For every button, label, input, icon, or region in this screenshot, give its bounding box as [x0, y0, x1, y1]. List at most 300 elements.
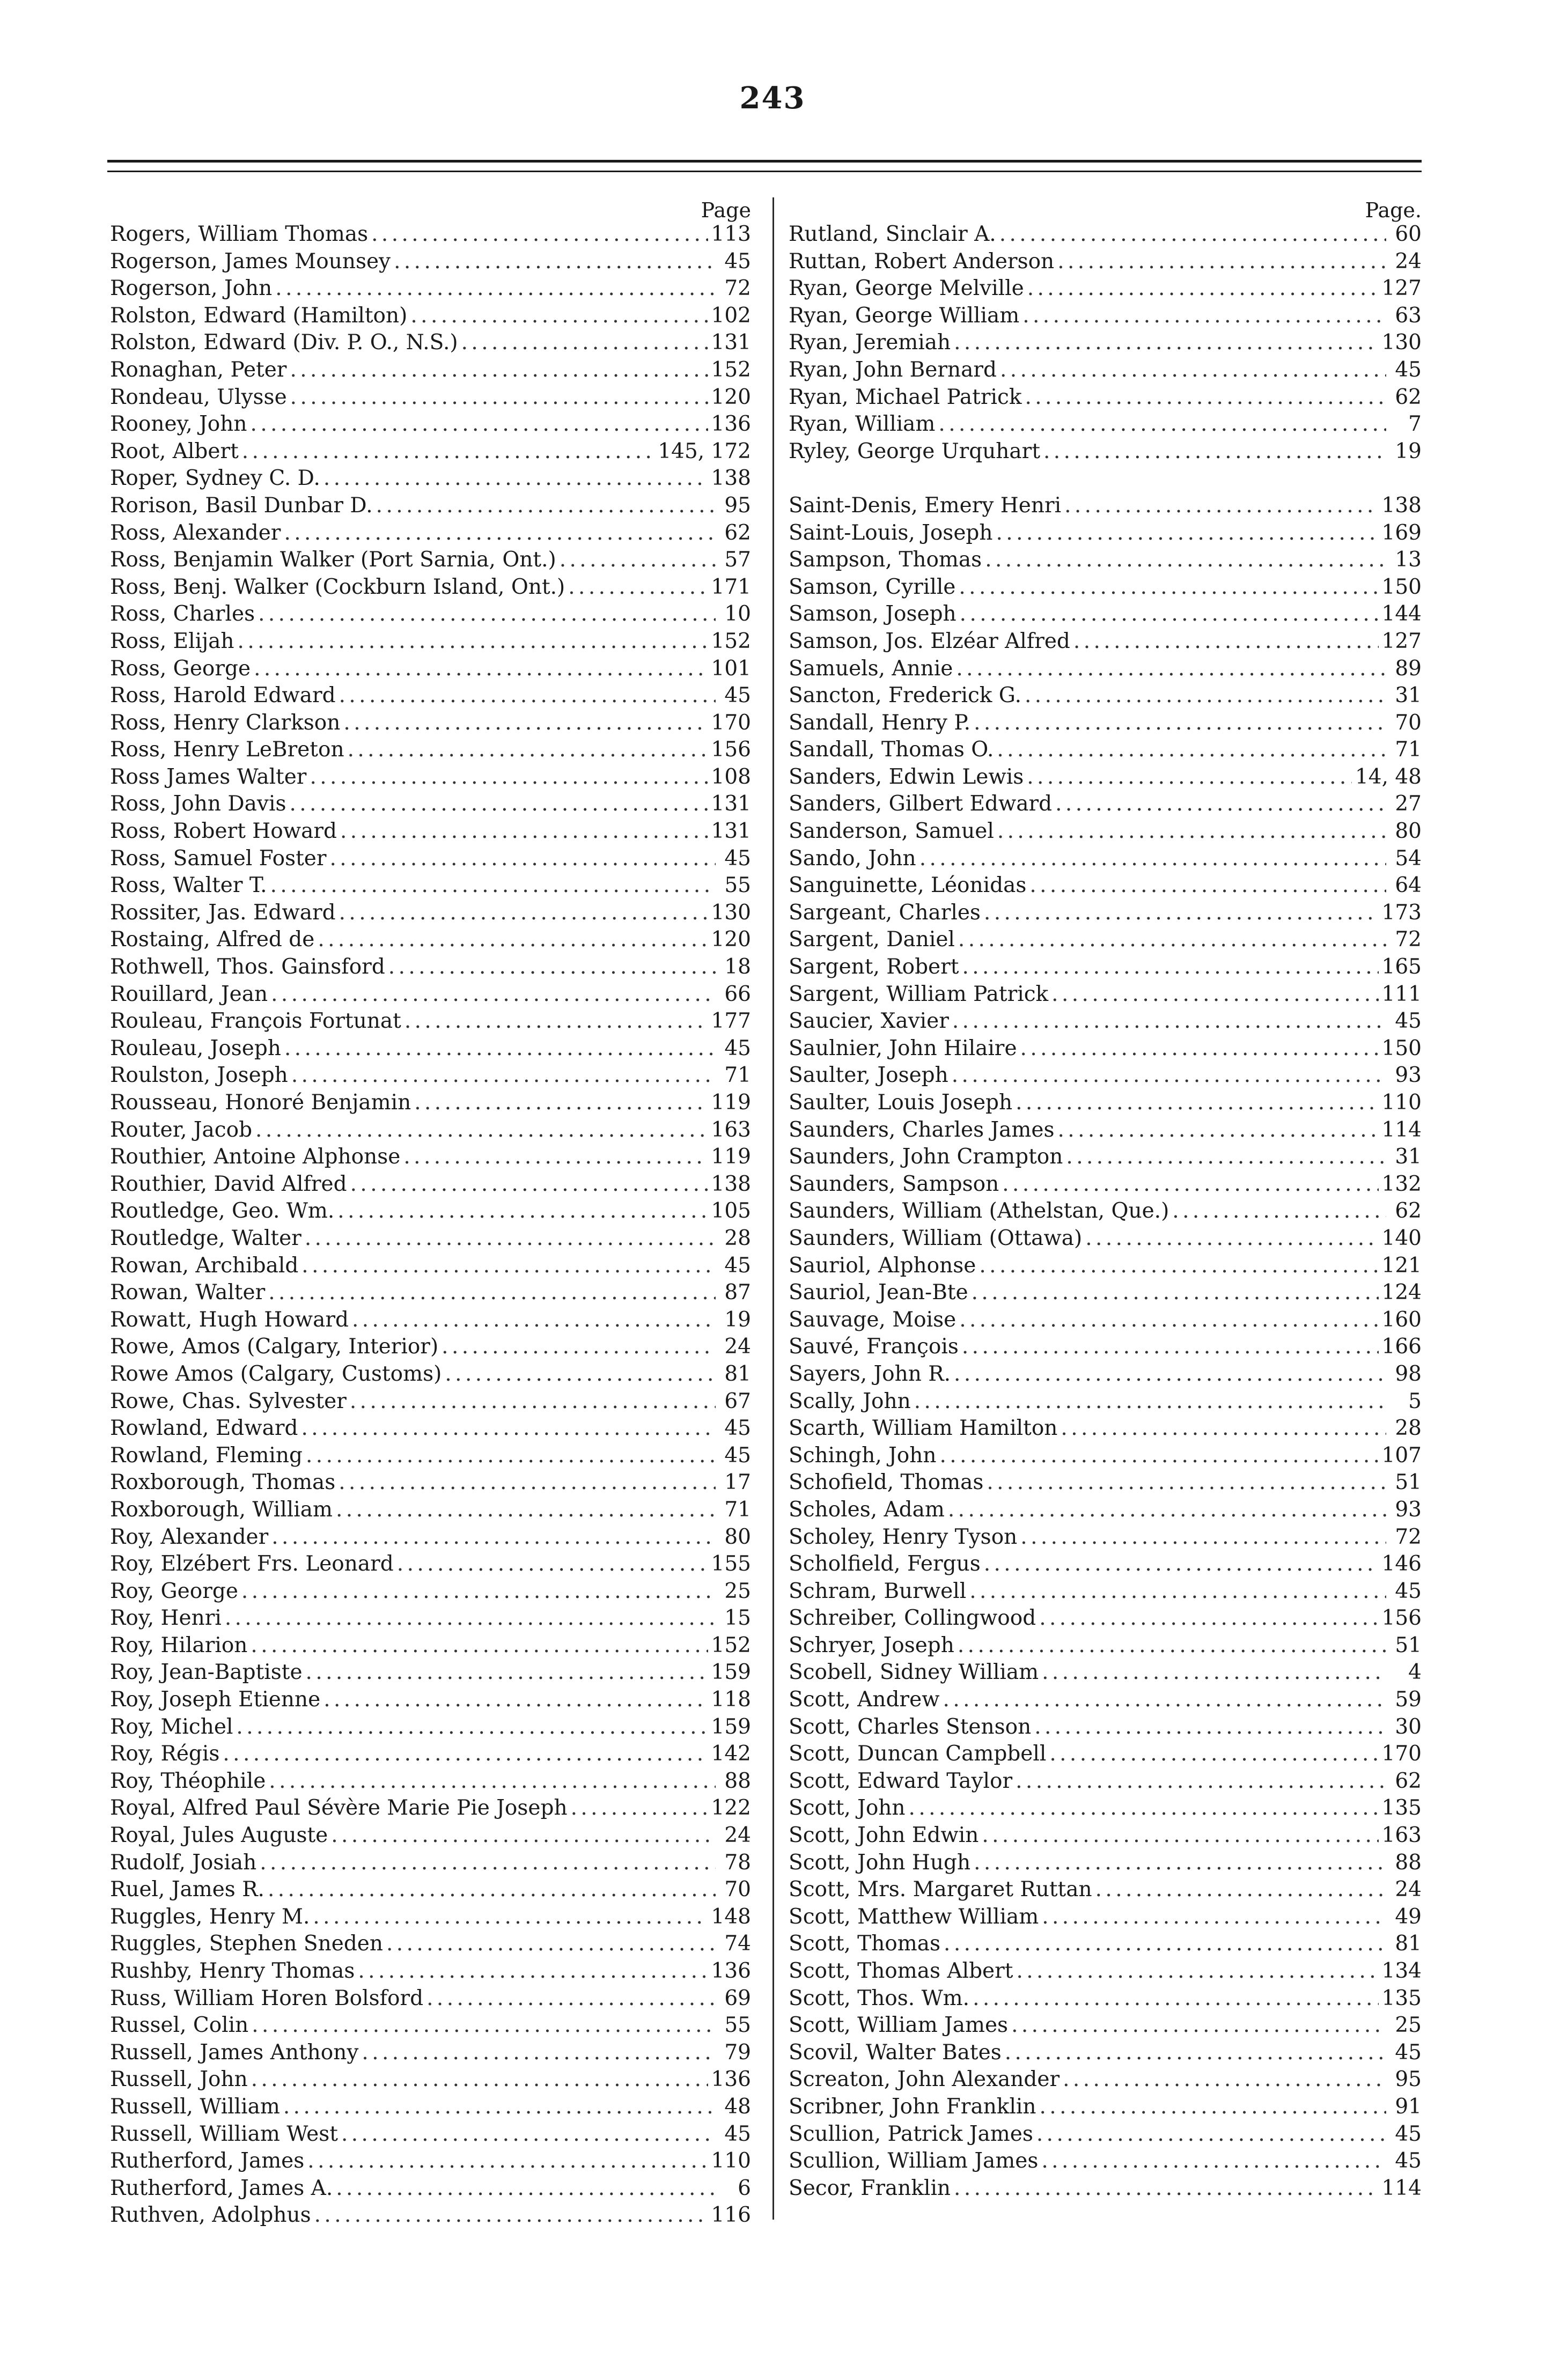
entry-name: Ross, Henry Clarkson [110, 710, 341, 735]
right-column [789, 200, 1422, 2202]
index-entry [789, 1307, 1422, 1334]
entry-name: Rowe, Amos (Calgary, Interior) [110, 1335, 439, 1359]
entry-name: Rothwell, Thos. Gainsford [110, 955, 385, 979]
dot-leader [394, 248, 716, 276]
entry-name: Scovil, Walter Bates [789, 2040, 1002, 2065]
index-entry [789, 1686, 1422, 1714]
entry-page: 148 [711, 1904, 751, 1929]
entry-page: 19 [1395, 439, 1422, 463]
entry-page: 79 [724, 2040, 751, 2065]
dot-leader [1057, 1117, 1378, 1144]
dot-leader [1020, 1035, 1379, 1063]
dot-leader [1000, 357, 1386, 384]
entry-page: 171 [711, 574, 751, 599]
entry-name: Scott, Matthew William [789, 1904, 1039, 1929]
entry-page: 14, 48 [1355, 764, 1422, 789]
dot-leader [307, 2148, 708, 2175]
entry-page: 136 [711, 2067, 751, 2092]
index-entry [110, 357, 751, 384]
entry-page: 98 [1395, 1361, 1422, 1386]
entry-page: 28 [724, 1226, 751, 1250]
entry-name: Scott, John [789, 1796, 906, 1821]
dot-leader [225, 1605, 716, 1632]
entry-page: 152 [711, 629, 751, 653]
entry-page: 45 [1395, 1009, 1422, 1034]
dot-leader [1005, 2039, 1386, 2067]
dot-leader [958, 926, 1386, 954]
entry-page: 60 [1395, 222, 1422, 246]
entry-page: 17 [724, 1470, 751, 1495]
entry-name: Ryan, Jeremiah [789, 330, 951, 355]
entry-name: Ross, Harold Edward [110, 683, 336, 708]
entry-page: 127 [1381, 629, 1422, 653]
index-entry [789, 1035, 1422, 1063]
entry-page: 138 [711, 1171, 751, 1196]
index-entry [110, 547, 751, 574]
entry-name: Ross, Alexander [110, 520, 281, 545]
index-entry [110, 1795, 751, 1822]
entry-name: Rondeau, Ulysse [110, 385, 287, 409]
index-entry [110, 845, 751, 873]
entry-page: 130 [711, 900, 751, 925]
entry-name: Ruggles, Henry M. [110, 1904, 310, 1929]
dot-leader [386, 1930, 716, 1958]
index-entry [789, 275, 1422, 303]
dot-leader [271, 981, 716, 1008]
dot-leader [1036, 2121, 1386, 2148]
entry-page: 45 [724, 683, 751, 708]
entry-name: Roy, Jean-Baptiste [110, 1660, 303, 1685]
entry-page: 101 [711, 656, 751, 681]
dot-leader [954, 1361, 1386, 1388]
entry-page: 160 [1381, 1307, 1422, 1332]
index-entry [110, 1252, 751, 1280]
dot-leader [1027, 275, 1379, 303]
entry-name: Ryan, George Melville [789, 276, 1024, 301]
dot-leader [982, 1822, 1378, 1850]
index-entry [789, 1714, 1422, 1741]
entry-name: Scott, Duncan Campbell [789, 1742, 1047, 1766]
entry-name: Rogerson, James Mounsey [110, 249, 391, 274]
entry-page: 170 [1381, 1742, 1422, 1766]
index-entry [789, 845, 1422, 873]
dot-leader [291, 1062, 716, 1089]
entry-page: 63 [1395, 303, 1422, 328]
dot-leader [962, 954, 1378, 981]
entry-page: 88 [724, 1769, 751, 1793]
index-entry [110, 1388, 751, 1416]
dot-leader [969, 1578, 1386, 1605]
dot-leader [1025, 384, 1386, 411]
entry-name: Rouillard, Jean [110, 982, 268, 1006]
dot-leader [1040, 2094, 1386, 2121]
entry-page: 163 [1381, 1823, 1422, 1848]
dot-leader [962, 1333, 1379, 1361]
entry-name: Ruggles, Stephen Sneden [110, 1932, 383, 1956]
entry-name: Saulnier, John Hilaire [789, 1036, 1017, 1060]
index-entry [789, 1850, 1422, 1877]
index-entry [110, 981, 751, 1008]
entry-page: 110 [1381, 1090, 1422, 1115]
dot-leader [1172, 1198, 1386, 1225]
entry-page: 81 [724, 1361, 751, 1386]
entry-page: 132 [1381, 1171, 1422, 1196]
entry-name: Rossiter, Jas. Edward [110, 900, 336, 925]
dot-leader [1095, 1876, 1386, 1904]
index-entry [110, 1442, 751, 1470]
index-entry [110, 1524, 751, 1551]
index-entry [110, 1876, 751, 1904]
index-entry [110, 1686, 751, 1714]
index-entry [110, 1035, 751, 1063]
entry-name: Scholes, Adam [789, 1497, 945, 1522]
index-entry [110, 900, 751, 927]
dot-leader [959, 574, 1378, 601]
index-entry [789, 601, 1422, 628]
index-entry [789, 926, 1422, 954]
dot-leader [1043, 438, 1386, 466]
entry-name: Rolston, Edward (Div. P. O., N.S.) [110, 330, 458, 355]
entry-page: 69 [724, 1986, 751, 2010]
index-entry [789, 628, 1422, 655]
index-entry [110, 303, 751, 330]
entry-name: Router, Jacob [110, 1117, 253, 1142]
dot-leader [358, 1958, 708, 1985]
index-entry [110, 710, 751, 737]
index-entry [110, 736, 751, 764]
entry-name: Ross, Walter T. [110, 873, 267, 898]
dot-leader [1029, 872, 1386, 900]
index-entry [110, 818, 751, 845]
entry-name: Sanders, Gilbert Edward [789, 792, 1053, 816]
entry-name: Schryer, Joseph [789, 1633, 954, 1657]
entry-page: 138 [1381, 493, 1422, 518]
entry-page: 62 [1395, 385, 1422, 409]
entry-page: 45 [1395, 2149, 1422, 2173]
entry-page: 72 [724, 276, 751, 301]
dot-leader [252, 2012, 716, 2039]
dot-leader [290, 384, 708, 411]
entry-name: Samson, Jos. Elzéar Alfred [789, 629, 1070, 653]
index-entry [110, 1062, 751, 1089]
entry-name: Ruthven, Adolphus [110, 2203, 311, 2228]
entry-page: 93 [1395, 1497, 1422, 1522]
dot-leader [258, 601, 716, 628]
entry-name: Sanguinette, Léonidas [789, 873, 1027, 898]
dot-leader [1041, 2148, 1386, 2175]
entry-page: 140 [1381, 1226, 1422, 1250]
entry-page: 45 [724, 249, 751, 274]
entry-name: Ryan, George William [789, 303, 1020, 328]
dot-leader [403, 1144, 708, 1171]
dot-leader [1016, 1958, 1378, 1985]
entry-page: 24 [724, 1335, 751, 1359]
dot-leader [275, 275, 716, 303]
index-entry [789, 710, 1422, 737]
entry-name: Sayers, John R. [789, 1361, 951, 1386]
index-entry [789, 465, 1422, 492]
dot-leader [330, 845, 716, 873]
entry-name: Scarth, William Hamilton [789, 1416, 1058, 1441]
entry-name: Rutland, Sinclair A. [789, 222, 996, 246]
index-entry [110, 574, 751, 601]
entry-page: 45 [724, 1416, 751, 1441]
index-entry [789, 1361, 1422, 1388]
dot-leader [943, 1686, 1386, 1714]
index-entry [110, 492, 751, 520]
dot-leader [283, 2094, 716, 2121]
dot-leader [336, 1497, 716, 1524]
dot-leader [404, 1008, 708, 1035]
entry-page: 120 [711, 927, 751, 952]
dot-leader [1066, 1144, 1386, 1171]
entry-name: Samson, Cyrille [789, 574, 956, 599]
entry-page: 165 [1381, 955, 1422, 979]
index-entry [789, 1768, 1422, 1795]
index-entry [789, 791, 1422, 818]
left-column [110, 200, 751, 2229]
entry-name: Ruel, James R. [110, 1877, 264, 1902]
index-entry [110, 1551, 751, 1578]
index-entry [110, 1415, 751, 1442]
entry-name: Scott, Andrew [789, 1688, 940, 1712]
entry-page: 159 [711, 1714, 751, 1739]
dot-leader [251, 2066, 708, 2094]
entry-name: Roy, George [110, 1579, 238, 1603]
entry-name: Russ, William Horen Bolsford [110, 1986, 424, 2010]
header-rule-thin [107, 171, 1422, 172]
entry-page: 51 [1395, 1470, 1422, 1495]
entry-name: Sargent, William Patrick [789, 982, 1049, 1006]
entry-page: 5 [1408, 1389, 1422, 1413]
entry-name: Ross, Robert Howard [110, 819, 337, 844]
entry-name: Rutherford, James A. [110, 2176, 333, 2200]
entry-name: Rowan, Archibald [110, 1253, 299, 1278]
dot-leader [568, 574, 708, 601]
index-entry [789, 981, 1422, 1008]
entry-name: Scullion, William James [789, 2149, 1039, 2173]
entry-page: 177 [711, 1009, 751, 1034]
dot-leader [251, 411, 708, 438]
dot-leader [352, 1307, 716, 1334]
entry-name: Royal, Alfred Paul Sévère Marie Pie Joseph [110, 1796, 568, 1821]
index-entry [110, 520, 751, 547]
dot-leader [1042, 1904, 1386, 1931]
dot-leader [960, 601, 1379, 628]
entry-name: Schingh, John [789, 1443, 937, 1468]
index-entry [789, 1442, 1422, 1470]
index-entry [110, 411, 751, 438]
dot-leader [974, 1850, 1386, 1877]
entry-name: Rooney, John [110, 412, 247, 437]
index-entry [789, 438, 1422, 466]
entry-page: 80 [1395, 819, 1422, 844]
index-entry [789, 1089, 1422, 1117]
entry-name: Saint-Louis, Joseph [789, 520, 993, 545]
dot-leader [909, 1795, 1379, 1822]
entry-name: Roy, Alexander [110, 1524, 269, 1549]
dot-leader [336, 2175, 716, 2202]
entry-page: 156 [1381, 1606, 1422, 1631]
entry-name: Saulter, Joseph [789, 1063, 948, 1088]
entry-name: Russell, John [110, 2067, 248, 2092]
entry-name: Rowatt, Hugh Howard [110, 1307, 349, 1332]
entry-page: 144 [1381, 602, 1422, 627]
right-index-list [789, 221, 1422, 2202]
entry-page: 146 [1381, 1552, 1422, 1576]
entry-name: Rouleau, Joseph [110, 1036, 281, 1060]
entry-name: Russell, William West [110, 2121, 338, 2146]
index-entry [789, 1497, 1422, 1524]
dot-leader [954, 329, 1378, 357]
entry-page: 121 [1381, 1253, 1422, 1278]
entry-page: 88 [1395, 1850, 1422, 1875]
entry-name: Roxborough, William [110, 1497, 333, 1522]
left-index-list [110, 221, 751, 2229]
dot-leader [959, 1307, 1378, 1334]
entry-page: 93 [1395, 1063, 1422, 1088]
entry-page: 45 [1395, 1579, 1422, 1603]
index-entry [789, 900, 1422, 927]
entry-page: 70 [724, 1877, 751, 1902]
entry-page: 13 [1395, 548, 1422, 572]
dot-leader [301, 1252, 716, 1280]
index-entry [110, 438, 751, 466]
index-entry [110, 384, 751, 411]
index-entry [789, 1415, 1422, 1442]
index-entry [789, 384, 1422, 411]
entry-page: 72 [1395, 1524, 1422, 1549]
entry-page: 66 [724, 982, 751, 1006]
dot-leader [310, 764, 708, 791]
entry-name: Ryley, George Urquhart [789, 439, 1040, 463]
index-entry [789, 1578, 1422, 1605]
index-entry [789, 1632, 1422, 1660]
index-entry [110, 1279, 751, 1307]
index-entry [110, 275, 751, 303]
index-entry [789, 1008, 1422, 1035]
entry-page: 81 [1395, 1932, 1422, 1956]
index-entry [110, 1144, 751, 1171]
dot-leader [954, 2175, 1379, 2202]
index-entry [110, 465, 751, 492]
entry-page: 71 [724, 1497, 751, 1522]
entry-page: 72 [1395, 927, 1422, 952]
entry-page: 130 [1381, 330, 1422, 355]
page-number: 243 [739, 80, 806, 116]
entry-page: 71 [724, 1063, 751, 1088]
dot-leader [1016, 1768, 1386, 1795]
dot-leader [997, 818, 1386, 845]
index-entry [789, 1659, 1422, 1686]
entry-page: 169 [1381, 520, 1422, 545]
dot-leader [343, 710, 708, 737]
dot-leader [1022, 303, 1386, 330]
index-entry [789, 1958, 1422, 1985]
entry-name: Ross, Benjamin Walker (Port Sarnia, Ont.) [110, 548, 556, 572]
entry-name: Ryan, John Bernard [789, 357, 997, 382]
dot-leader [1039, 1605, 1378, 1632]
entry-name: Roy, Régis [110, 1742, 220, 1766]
entry-name: Scullion, Patrick James [789, 2121, 1033, 2146]
entry-page: 24 [1395, 249, 1422, 274]
entry-page: 45 [724, 1036, 751, 1060]
dot-leader [350, 1171, 708, 1198]
entry-name: Sando, John [789, 846, 916, 871]
entry-page: 30 [1395, 1714, 1422, 1739]
entry-name: Roy, Théophile [110, 1769, 266, 1793]
dot-leader [1085, 1225, 1378, 1252]
entry-name: Ross, John Davis [110, 792, 286, 816]
entry-page: 45 [1395, 2121, 1422, 2146]
dot-leader [1064, 492, 1378, 520]
index-entry [789, 1198, 1422, 1225]
entry-name: Sampson, Thomas [789, 548, 982, 572]
dot-leader [919, 845, 1386, 873]
index-entry [110, 1714, 751, 1741]
dot-leader [323, 465, 708, 492]
index-entry [789, 547, 1422, 574]
entry-name: Scott, Edward Taylor [789, 1769, 1013, 1793]
dot-leader [1073, 628, 1379, 655]
entry-page: 55 [724, 873, 751, 898]
entry-name: Russell, William [110, 2094, 280, 2119]
entry-page: 155 [711, 1552, 751, 1576]
index-entry [110, 1605, 751, 1632]
dot-leader [1016, 1089, 1378, 1117]
dot-leader [397, 1551, 708, 1578]
index-entry [110, 791, 751, 818]
entry-name: Scott, Thos. Wm. [789, 1986, 970, 2010]
index-entry [110, 1632, 751, 1660]
dot-leader [305, 1225, 716, 1252]
entry-page: 135 [1381, 1796, 1422, 1821]
dot-leader [339, 900, 708, 927]
index-entry [110, 2039, 751, 2067]
entry-name: Sauriol, Jean-Bte [789, 1280, 968, 1305]
entry-page: 102 [711, 303, 751, 328]
entry-name: Ross, Benj. Walker (Cockburn Island, Ont.) [110, 574, 565, 599]
dot-leader [958, 1632, 1386, 1660]
dot-leader [1020, 1524, 1386, 1551]
index-entry [789, 1904, 1422, 1931]
index-entry [789, 818, 1422, 845]
dot-leader [337, 1198, 708, 1225]
entry-page: 91 [1395, 2094, 1422, 2119]
index-entry [110, 1307, 751, 1334]
dot-leader [271, 1524, 716, 1551]
index-entry [110, 248, 751, 276]
index-entry [789, 1225, 1422, 1252]
entry-page: 6 [738, 2176, 751, 2200]
entry-name: Saunders, Charles James [789, 1117, 1055, 1142]
dot-leader [255, 1117, 708, 1144]
index-entry [789, 1144, 1422, 1171]
entry-name: Rousseau, Honoré Benjamin [110, 1090, 411, 1115]
entry-page: 45 [1395, 2040, 1422, 2065]
entry-page: 134 [1381, 1959, 1422, 1983]
index-entry [789, 954, 1422, 981]
entry-name: Schreiber, Collingwood [789, 1606, 1036, 1631]
entry-page: 25 [724, 1579, 751, 1603]
entry-page: 107 [1381, 1443, 1422, 1468]
entry-name: Ross James Walter [110, 764, 307, 789]
dot-leader [254, 655, 708, 683]
index-entry [789, 872, 1422, 900]
index-entry [110, 1904, 751, 1931]
index-entry [789, 303, 1422, 330]
entry-page: 110 [711, 2149, 751, 2173]
